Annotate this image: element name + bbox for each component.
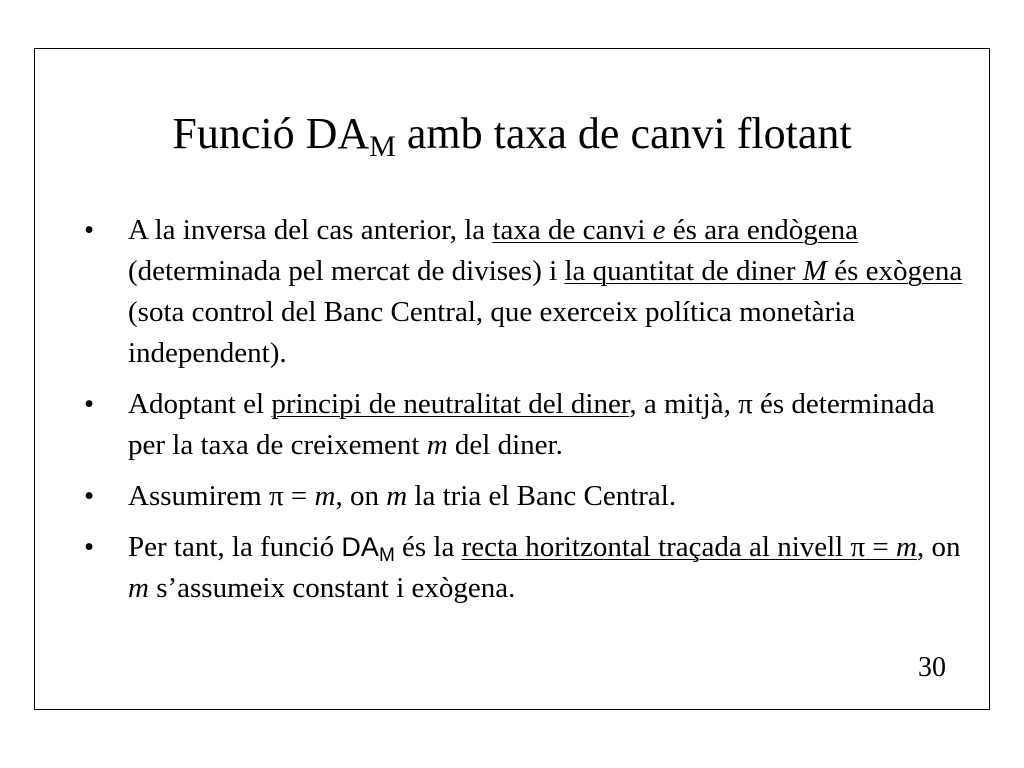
bullet-4-text-2: és la bbox=[394, 531, 462, 563]
bullet-4-u1: recta horitzontal traçada al nivell bbox=[461, 531, 851, 563]
bullet-1-var-e: e bbox=[652, 214, 666, 246]
slide-number: 30 bbox=[918, 652, 946, 683]
bullet-1-underline-1 bbox=[492, 214, 858, 246]
bullet-list bbox=[84, 210, 964, 619]
bullet-marker: • bbox=[84, 388, 95, 420]
bullet-3-var-m2: m bbox=[386, 480, 408, 512]
bullet-1-text-1: A la inversa del cas anterior, la bbox=[128, 214, 493, 246]
bullet-item-3 bbox=[84, 476, 964, 517]
bullet-1-u2a: la quantitat de diner bbox=[564, 255, 803, 287]
bullet-4-u-m: m bbox=[896, 531, 917, 563]
bullet-1-u1c: és ara endògena bbox=[665, 214, 858, 246]
bullet-3-eq: = bbox=[283, 480, 315, 512]
bullet-2-text-3: és determinada per la taxa de creixement bbox=[128, 388, 935, 461]
bullet-marker: • bbox=[84, 531, 95, 563]
slide-title bbox=[0, 108, 1024, 163]
bullet-4-text-1: Per tant, la funció bbox=[128, 531, 342, 563]
bullet-3-var-m1: m bbox=[314, 480, 336, 512]
bullet-1-u1a: taxa de canvi bbox=[492, 214, 653, 246]
bullet-4-underline bbox=[462, 531, 917, 563]
bullet-1-text-2: (determinada pel mercat de divises) i bbox=[128, 255, 565, 287]
bullet-marker: • bbox=[84, 480, 95, 512]
bullet-2-text-2: , a mitjà, bbox=[629, 388, 739, 420]
bullet-2-var-m: m bbox=[426, 429, 448, 461]
title-subscript: M bbox=[369, 130, 396, 163]
bullet-4-text-3: , on bbox=[916, 531, 961, 563]
bullet-4-da-sub: M bbox=[378, 545, 395, 566]
bullet-2-text-1: Adoptant el bbox=[128, 388, 272, 420]
bullet-1-text-3: (sota control del Banc Central, que exerceix política monetària independent). bbox=[128, 296, 856, 369]
bullet-1-u2c: és exògena bbox=[826, 255, 963, 287]
bullet-3-text-1: Assumirem bbox=[128, 480, 269, 512]
bullet-3-text-3: la tria el Banc Central. bbox=[407, 480, 677, 512]
bullet-4-da-main: DA bbox=[341, 532, 379, 562]
bullet-4-da bbox=[341, 532, 395, 566]
bullet-4-text-4: s’assumeix constant i exògena. bbox=[148, 572, 516, 604]
title-main: Funció DA bbox=[172, 109, 370, 158]
bullet-4-u-pi: π bbox=[850, 531, 866, 563]
bullet-2-underline: principi de neutralitat del diner bbox=[271, 388, 630, 420]
bullet-item-2 bbox=[84, 384, 964, 466]
bullet-2-pi: π bbox=[738, 388, 753, 420]
bullet-4-var-m: m bbox=[128, 572, 149, 604]
bullet-1-underline-2 bbox=[564, 255, 962, 287]
bullet-marker: • bbox=[84, 214, 95, 246]
bullet-1-var-M: M bbox=[802, 255, 827, 287]
bullet-item-4 bbox=[84, 527, 964, 609]
bullet-4-u-eq: = bbox=[865, 531, 897, 563]
bullet-item-1 bbox=[84, 210, 964, 374]
bullet-3-pi: π bbox=[268, 480, 284, 512]
title-rest: amb taxa de canvi flotant bbox=[395, 109, 852, 158]
bullet-2-text-4: del diner. bbox=[447, 429, 563, 461]
bullet-3-text-2: , on bbox=[335, 480, 387, 512]
